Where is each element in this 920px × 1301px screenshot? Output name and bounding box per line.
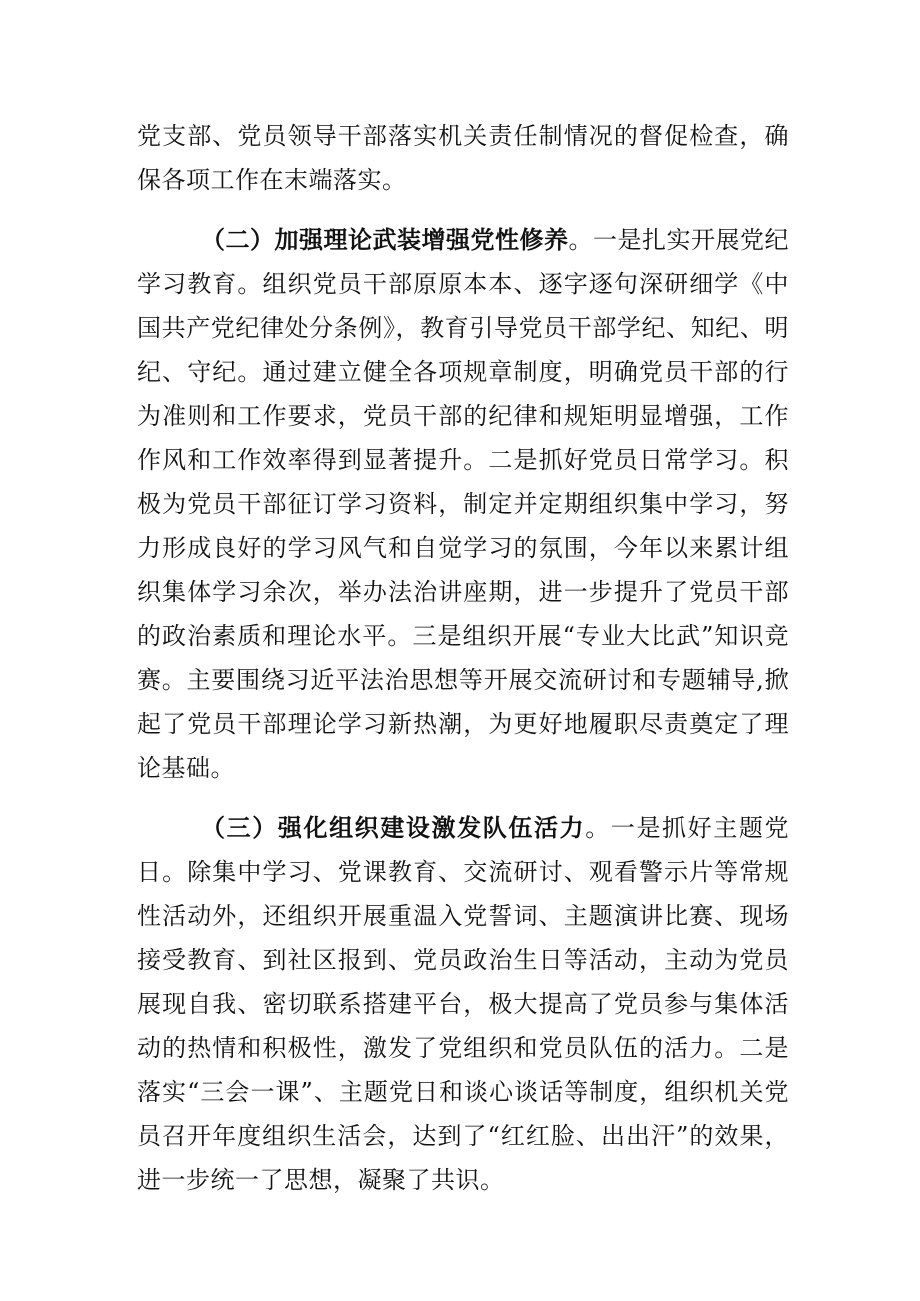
paragraph-heading: （二）加强理论武装增强党性修养 (201, 226, 569, 254)
paragraph-body: 。一是扎实开展党纪学习教育。组织党员干部原原本本、逐字逐句深研细学《中国共产党纪律处分条例》，教育引导党员干部学纪、知纪、明纪、守纪。通过建立健全各项规章制度，明确党员干部的行为准则和工作要求，党员干部的纪律和规矩明显增强，工作作风和工作效率得到显著提升。二是抓好党员日常学习。积极为党员干部征订学习资料，制定并定期组织集中学习，努力形成良好的学习风气和自觉学习的氛围，今年以来累计组织集体学习余次，举办法治讲座期，进一步提升了党员干部的政治素质和理论水平。三是组织开展“专业大比武”知识竞赛。主要围绕习近平法治思想等开展交流研讨和专题辅导,掀起了党员干部理论学习新热潮，为更好地履职尽责奠定了理论基础。 (137, 226, 789, 782)
paragraph-organization-building (137, 806, 789, 1202)
paragraph-body: 党支部、党员领导干部落实机关责任制情况的督促检查，确保各项工作在末端落实。 (137, 122, 789, 194)
paragraph-heading: （三）强化组织建设激发队伍活力 (201, 814, 586, 842)
paragraph-body: 。一是抓好主题党日。除集中学习、党课教育、交流研讨、观看警示片等常规性活动外，还组织开展重温入党誓词、主题演讲比赛、现场接受教育、到社区报到、党员政治生日等活动，主动为党员展现自我、密切联系搭建平台，极大提高了党员参与集体活动的热情和积极性，激发了党组织和党员队伍的活力。二是落实“三会一课”、主题党日和谈心谈话等制度，组织机关党员召开年度组织生活会，达到了“红红脸、出出汗”的效果，进一步统一了思想，凝聚了共识。 (137, 814, 790, 1194)
paragraph-theory-study (137, 218, 789, 790)
paragraph-continuation (137, 114, 789, 202)
